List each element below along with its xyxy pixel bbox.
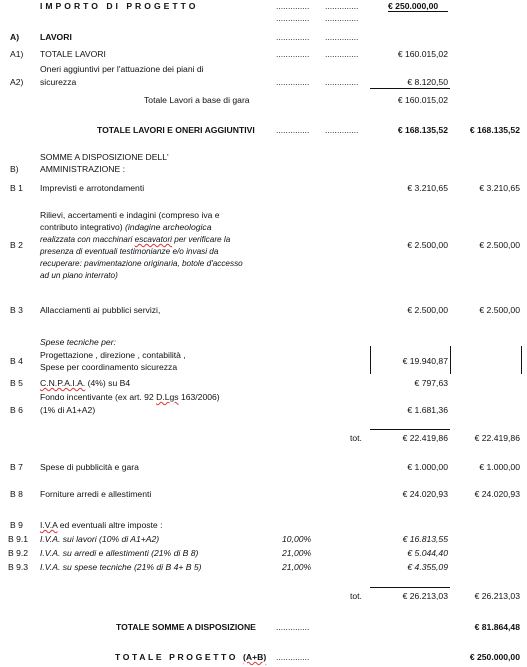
- subtotal-total: € 22.419,86: [474, 433, 520, 443]
- row-percent: 21,00%: [282, 562, 312, 572]
- row-text: C.N.P.A.I.A.: [40, 378, 86, 388]
- section-title: LAVORI: [40, 32, 72, 42]
- row-text: Progettazione , direzione , contabilità ,: [40, 350, 186, 360]
- subtotal-amount: € 22.419,86: [402, 433, 448, 443]
- dots-leader: ..............: [325, 1, 359, 11]
- total-lavori-amount-col2: € 168.135,52: [469, 125, 520, 135]
- row-amount: € 797,63: [414, 378, 448, 388]
- section-label: B): [10, 164, 19, 174]
- row-amount: € 1.681,36: [407, 405, 448, 415]
- dots-leader: ..............: [276, 13, 310, 23]
- row-code: B 3: [10, 305, 23, 315]
- section-label: A): [10, 32, 20, 42]
- row-amount: € 160.015,02: [397, 49, 448, 59]
- row-text: (4%) su B4: [87, 378, 131, 388]
- dots-leader: ..............: [276, 622, 310, 632]
- row-code: B 8: [10, 489, 23, 499]
- row-amount: € 24.020,93: [402, 489, 448, 499]
- row-amount: € 2.500,00: [407, 305, 448, 315]
- row-note: ad un piano interrato): [40, 271, 118, 280]
- row-code: B 1: [10, 183, 23, 193]
- row-code: B 9.3: [8, 562, 29, 572]
- box-line: [521, 346, 522, 374]
- row-amount: € 1.000,00: [407, 462, 448, 472]
- row-text: 163/2006): [180, 392, 220, 402]
- row-intro: Spese tecniche per:: [40, 337, 116, 347]
- subtotal-amount: € 26.213,03: [402, 591, 448, 601]
- row-note: recuperare: pavimentazione originaria, botole d'accesso: [40, 259, 243, 268]
- row-text: Imprevisti e arrotondamenti: [40, 183, 145, 193]
- row-text: I.V.A: [40, 520, 58, 530]
- dots-leader: ..............: [325, 77, 359, 87]
- row-code: B 9.1: [8, 534, 29, 544]
- row-amount: € 16.813,55: [402, 534, 448, 544]
- dots-leader: ..............: [276, 77, 310, 87]
- row-text: sicurezza: [40, 77, 77, 87]
- total-lavori-amount: € 168.135,52: [397, 125, 448, 135]
- section-title: SOMME A DISPOSIZIONE DELL': [40, 152, 169, 162]
- row-text: D.Lgs: [156, 392, 179, 402]
- row-text: I.V.A. su spese tecniche (21% di B 4+ B 5): [40, 562, 202, 572]
- total-progetto-amount: € 250.000,00: [469, 652, 520, 662]
- row-text: Oneri aggiuntivi per l'attuazione dei piani di: [40, 64, 204, 74]
- section-title: AMMINISTRAZIONE :: [40, 164, 125, 174]
- row-note: realizzata con macchinari: [40, 235, 133, 244]
- row-text: Allacciamenti ai pubblici servizi,: [40, 305, 161, 315]
- row-text: ed eventuali altre imposte :: [59, 520, 163, 530]
- project-amount: € 250.000,00: [388, 1, 448, 12]
- row-code: B 9.2: [8, 548, 29, 558]
- row-code: A1): [10, 49, 24, 59]
- divider: [370, 88, 450, 89]
- row-text: Rilievi, accertamenti e indagini (compreso iva e: [40, 210, 220, 220]
- total-somme-amount: € 81.864,48: [474, 622, 520, 632]
- base-amount: € 160.015,02: [397, 95, 448, 105]
- subtotal-total: € 26.213,03: [474, 591, 520, 601]
- row-percent: 21,00%: [282, 548, 312, 558]
- dots-leader: ..............: [325, 125, 359, 135]
- row-text: Fondo incentivante (ex art. 92: [40, 392, 154, 402]
- row-amount: € 3.210,65: [407, 183, 448, 193]
- dots-leader: ..............: [325, 13, 359, 23]
- base-label: Totale Lavori a base di gara: [144, 95, 250, 105]
- box-line: [370, 346, 371, 374]
- row-text: TOTALE LAVORI: [40, 49, 106, 59]
- row-code: B 5: [10, 378, 23, 388]
- row-note: per verificare la: [174, 235, 231, 244]
- row-percent: 10,00%: [282, 534, 312, 544]
- row-total: € 3.210,65: [479, 183, 520, 193]
- row-total: € 2.500,00: [479, 305, 520, 315]
- row-code: B 7: [10, 462, 23, 472]
- row-note: escavatori: [134, 235, 172, 244]
- row-amount: € 8.120,50: [407, 77, 448, 87]
- dots-leader: ..............: [325, 49, 359, 59]
- row-code: A2): [10, 77, 24, 87]
- row-amount: € 4.355,09: [407, 562, 448, 572]
- row-text: I.V.A. sui lavori (10% di A1+A2): [40, 534, 160, 544]
- dots-leader: ..............: [325, 32, 359, 42]
- row-code: B 9: [10, 520, 23, 530]
- row-amount: € 2.500,00: [407, 240, 448, 250]
- row-text: (1% di A1+A2): [40, 405, 96, 415]
- row-note: presenza di eventuali testimonianze e/o invasi da: [40, 247, 219, 256]
- dots-leader: ..............: [276, 125, 310, 135]
- row-total: € 1.000,00: [479, 462, 520, 472]
- row-code: B 4: [10, 356, 23, 366]
- row-text: Spese di pubblicità e gara: [40, 462, 139, 472]
- row-note: (indagine archeologica: [125, 222, 212, 232]
- subtotal-label: tot.: [350, 433, 362, 443]
- box-line: [450, 346, 451, 374]
- subtotal-label: tot.: [350, 591, 362, 601]
- total-somme-label: TOTALE SOMME A DISPOSIZIONE: [116, 622, 256, 632]
- total-progetto-paren: (A+B): [243, 652, 267, 662]
- divider: [370, 429, 450, 430]
- page-title: IMPORTO DI PROGETTO: [40, 1, 199, 11]
- dots-leader: ..............: [276, 32, 310, 42]
- row-total: € 24.020,93: [474, 489, 520, 499]
- dots-leader: ..............: [276, 1, 310, 11]
- total-lavori-label: TOTALE LAVORI E ONERI AGGIUNTIVI: [97, 125, 255, 135]
- row-amount: € 5.044,40: [407, 548, 448, 558]
- row-amount: € 19.940,87: [402, 356, 448, 366]
- row-total: € 2.500,00: [479, 240, 520, 250]
- row-text: I.V.A. su arredi e allestimenti (21% di B 8): [40, 548, 199, 558]
- divider: [370, 587, 450, 588]
- row-text: Forniture arredi e allestimenti: [40, 489, 152, 499]
- row-code: B 6: [10, 405, 23, 415]
- row-text: contributo integrativo): [40, 222, 123, 232]
- row-text: Spese per coordinamento sicurezza: [40, 362, 178, 372]
- row-code: B 2: [10, 240, 23, 250]
- dots-leader: ..............: [276, 49, 310, 59]
- dots-leader: ..............: [276, 652, 310, 662]
- total-progetto-label: TOTALE PROGETTO: [115, 652, 239, 662]
